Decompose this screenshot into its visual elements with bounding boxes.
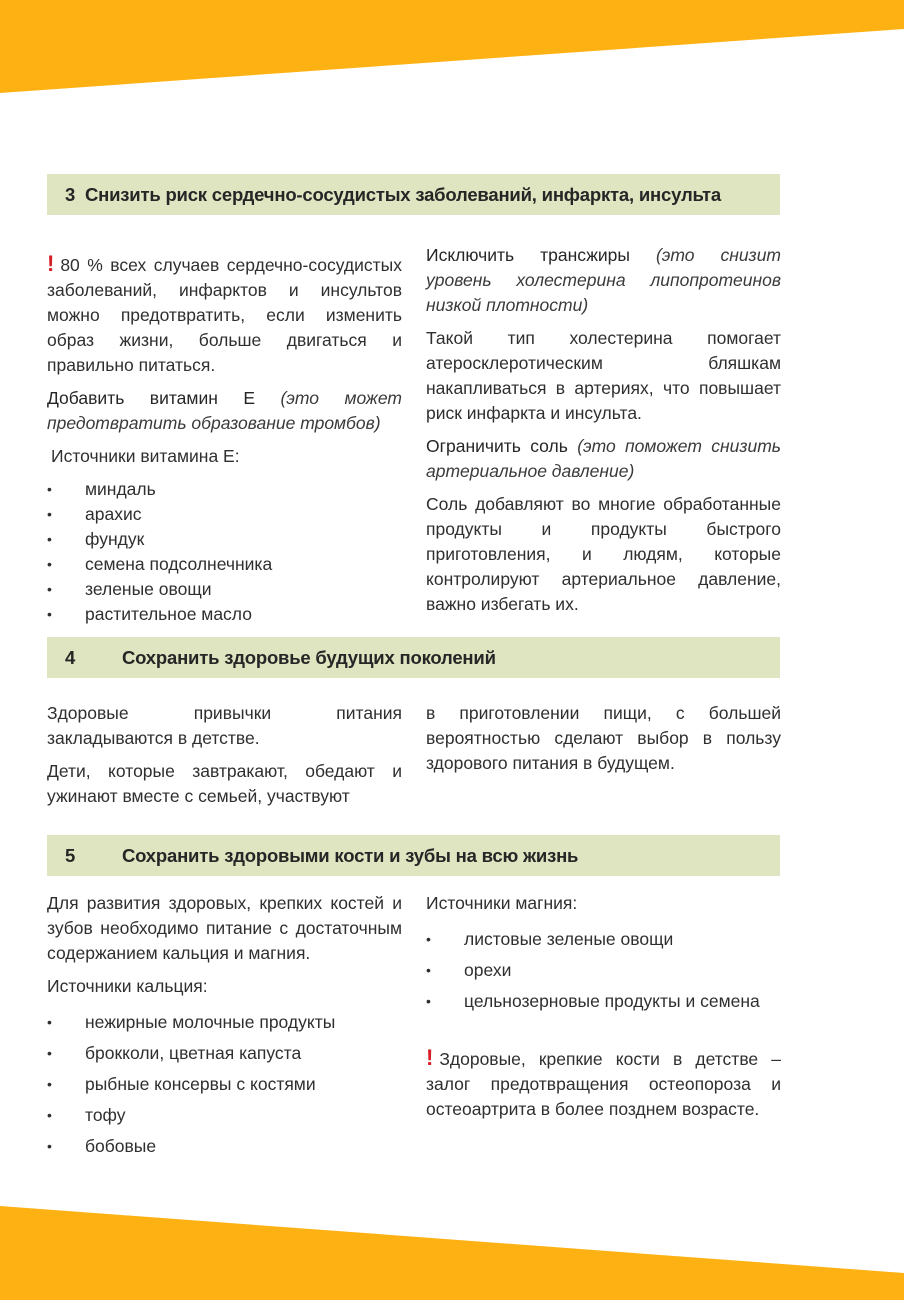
vitamin-e-sources-list bbox=[47, 477, 402, 627]
list-item: • орехи bbox=[426, 955, 781, 986]
calcium-sources-label: Источники кальция: bbox=[47, 976, 208, 996]
section-3-header bbox=[47, 174, 780, 215]
list-item: • миндаль bbox=[47, 477, 402, 502]
paragraph: в приготовлении пищи, с большей вероятностью сделают выбор в пользу здорового питания в будущем. bbox=[426, 703, 781, 773]
section-5-right-column bbox=[426, 891, 781, 1130]
intro-paragraph: Для развития здоровых, крепких костей и зубов необходимо питание с достаточным содержанием кальция и магния. bbox=[47, 893, 402, 963]
calcium-sources-list bbox=[47, 1007, 402, 1162]
section-4-right-column bbox=[426, 701, 781, 784]
paragraph: Дети, которые завтракают, обедают и ужинают вместе с семьей, участвуют bbox=[47, 761, 402, 806]
list-item: • семена подсолнечника bbox=[47, 552, 402, 577]
list-item: • растительное масло bbox=[47, 602, 402, 627]
section-title: Сохранить здоровыми кости и зубы на всю жизнь bbox=[122, 844, 579, 866]
trans-fat-heading: Исключить трансжиры (это снизит уровень холестерина липопротеинов низкой плотности) bbox=[426, 245, 782, 315]
section-5-header bbox=[47, 835, 780, 876]
section-3-right-column bbox=[426, 243, 781, 625]
section-title: Снизить риск сердечно-сосудистых заболеваний, инфаркта, инсульта bbox=[85, 183, 721, 205]
section-5-left-column bbox=[47, 891, 402, 1162]
vitamin-e-sources-label: Источники витамина Е: bbox=[51, 446, 240, 466]
vitamin-e-paragraph bbox=[47, 386, 402, 436]
trans-fat-text: Такой тип холестерина помогает атеросклеротическим бляшкам накапливаться в артериях, что повышает риск инфаркта и инсульта. bbox=[426, 328, 781, 423]
list-item: • арахис bbox=[47, 502, 402, 527]
exclamation-icon: ! bbox=[426, 1045, 434, 1070]
section-3-left-column bbox=[47, 251, 402, 627]
bottom-decorative-band bbox=[0, 1200, 904, 1300]
top-decorative-band bbox=[0, 0, 904, 100]
list-item: • бобовые bbox=[47, 1131, 402, 1162]
list-item: • рыбные консервы с костями bbox=[47, 1069, 402, 1100]
list-item: • фундук bbox=[47, 527, 402, 552]
alert-paragraph: ! 80 % всех случаев сердечно-сосудистых заболеваний, инфарктов и инсультов можно предотвратить, если изменить образ жизни, больше двигаться и правильно питаться. bbox=[47, 251, 402, 375]
paragraph: Здоровые привычки питания закладываются в детстве. bbox=[47, 703, 402, 748]
salt-text: Соль добавляют во многие обработанные продукты и продукты быстрого приготовления, и людям, которые контролируют артериальное давление, важно избегать их. bbox=[426, 494, 781, 614]
alert-paragraph: ! Здоровые, крепкие кости в детстве – залог предотвращения остеопороза и остеоартрита в более позднем возрасте. bbox=[426, 1045, 781, 1119]
magnesium-sources-label: Источники магния: bbox=[426, 893, 578, 913]
list-item: • нежирные молочные продукты bbox=[47, 1007, 402, 1038]
exclamation-icon: ! bbox=[47, 251, 55, 276]
section-number: 4 bbox=[65, 646, 76, 668]
section-title: Сохранить здоровье будущих поколений bbox=[122, 646, 496, 668]
section-number: 3 bbox=[65, 183, 76, 205]
vitamin-e-lead: Добавить витамин Е bbox=[47, 388, 256, 408]
vitamin-e-note: (это может предотвратить образование тромбов) bbox=[47, 388, 402, 433]
list-item: • тофу bbox=[47, 1100, 402, 1131]
magnesium-sources-list bbox=[426, 924, 781, 1017]
section-number: 5 bbox=[65, 844, 76, 866]
list-item: • листовые зеленые овощи bbox=[426, 924, 781, 955]
section-4-header bbox=[47, 637, 780, 678]
salt-heading: Ограничить соль (это поможет снизить артериальное давление) bbox=[426, 436, 781, 481]
list-item: • цельнозерновые продукты и семена bbox=[426, 986, 781, 1017]
list-item: • брокколи, цветная капуста bbox=[47, 1038, 402, 1069]
section-4-left-column bbox=[47, 701, 402, 817]
list-item: • зеленые овощи bbox=[47, 577, 402, 602]
